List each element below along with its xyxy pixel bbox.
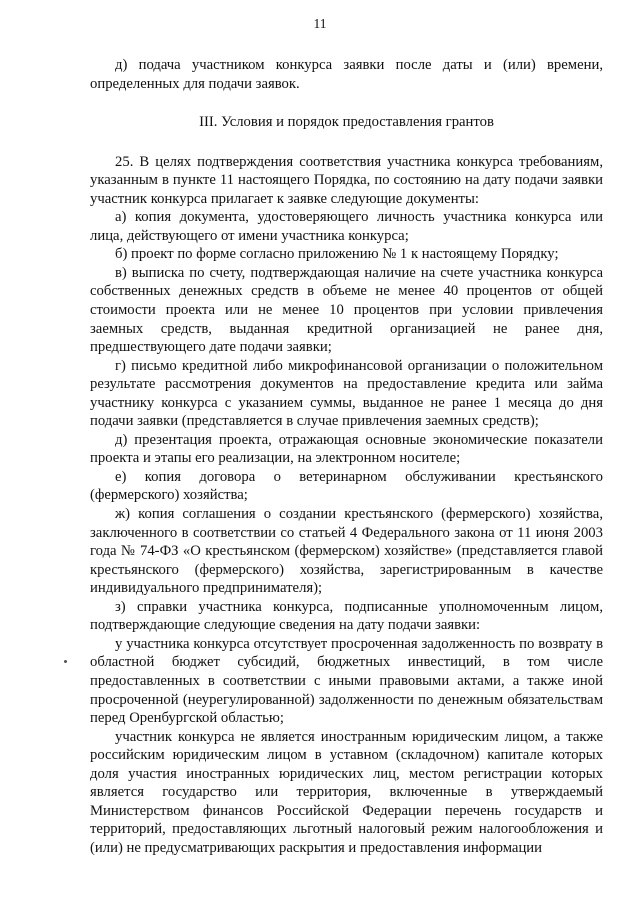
paragraph-item-a: а) копия документа, удостоверяющего личность участника конкурса или лица, действующего от имени участника конкурса; (90, 209, 603, 244)
paragraph-item-b: б) проект по форме согласно приложению № 1 к настоящему Порядку; (115, 246, 559, 263)
paragraph-item-d-deadline: д) подача участником конкурса заявки после даты и (или) времени, определенных для подачи заявок. (90, 57, 603, 92)
paragraph-not-foreign-entity: участник конкурса не является иностранным юридическим лицом, а также российским юридическим лицом в уставном (складочном) капитале которых доля участия иностранных юридических лиц, местом регистрации которых является государство или территория, включенные в утверждаемый Министерством финансов Российской Федерации перечень государств и территорий, предоставляющих льготный налоговый режим налогообложения и (или) не предусматривающих раскрытия и предоставления информации (90, 728, 603, 856)
paragraph-item-e: е) копия договора о ветеринарном обслуживании крестьянского (фермерского) хозяйства; (90, 468, 603, 504)
paragraph-item-g: г) письмо кредитной либо микрофинансовой организации о положительном результате рассмотрения документов на предоставление кредита или займа участнику конкурса с указанием суммы, выданное не ранее 1 месяца до дня подачи заявки (представляется в случае привлечения заемных средств); (90, 357, 603, 430)
page-number: 11 (313, 16, 327, 31)
paragraph-item-v: в) выписка по счету, подтверждающая наличие на счете участника конкурса собственных денежных средств в объеме не менее 40 процентов от общей стоимости проекта или не менее 10 процентов при условии привлечения заемных средств, выданная кредитной организацией не ранее дня, предшествующего дате подачи заявки; (90, 264, 603, 356)
paragraph-no-debt: у участника конкурса отсутствует просроченная задолженность по возврату в областной бюджет субсидий, бюджетных инвестиций, в том числе предоставленных в соответствии с иными правовыми актами, а также иной просроченной (неурегулированной) задолженности по денежным обязательствам перед Оренбургской областью; (90, 635, 603, 727)
section-heading: III. Условия и порядок предоставления грантов (199, 114, 494, 131)
document-body (90, 56, 603, 857)
paragraph-clause-25: 25. В целях подтверждения соответствия участника конкурса требованиям, указанным в пункте 11 настоящего Порядка, по состоянию на дату подачи заявки участник конкурса прилагает к заявке следующие документы: (90, 153, 603, 207)
paragraph-item-zh: ж) копия соглашения о создании крестьянского (фермерского) хозяйства, заключенного в соответствии со статьей 4 Федерального закона от 11 июня 2003 года № 74-ФЗ «О крестьянском (фермерском) хозяйстве» (представляется главой крестьянского (фермерского) хозяйства, зарегистрированным в качестве индивидуального предпринимателя); (90, 506, 603, 597)
scan-dot (64, 660, 67, 663)
paragraph-item-d-presentation: д) презентация проекта, отражающая основные экономические показатели проекта и этапы его реализации, на электронном носителе; (90, 431, 603, 467)
paragraph-item-z: з) справки участника конкурса, подписанные уполномоченным лицом, подтверждающие следующие сведения на дату подачи заявки: (90, 598, 603, 634)
